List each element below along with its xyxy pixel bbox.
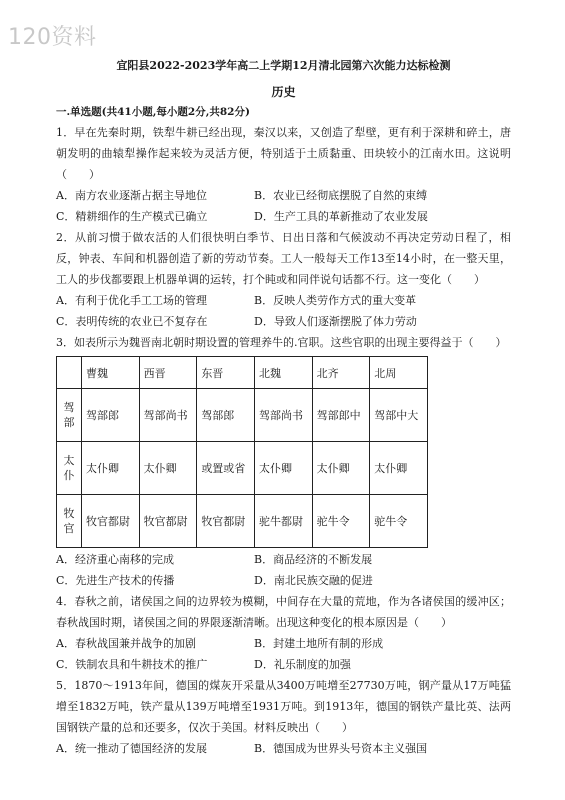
table-cell: 牧官都尉 <box>139 495 197 548</box>
table-cell: 驼牛都尉 <box>254 495 312 548</box>
question-3-options <box>56 549 511 591</box>
option-b[interactable]: B．德国成为世界头号资本主义强国 <box>254 742 428 755</box>
table-header-cell: 西晋 <box>139 357 197 389</box>
table-cell: 太仆卿 <box>370 442 428 495</box>
table-row <box>57 495 428 548</box>
question-5-options <box>56 738 511 759</box>
officials-table <box>56 356 428 548</box>
question-4-options <box>56 633 511 675</box>
subject-title: 历史 <box>271 85 296 99</box>
option-a[interactable]: A．有利于优化手工工场的管理 <box>56 294 207 307</box>
watermark: 120资料 <box>8 25 97 50</box>
table-cell: 驾部郎 <box>82 389 140 442</box>
table-cell: 或置或省 <box>197 442 255 495</box>
table-header-row <box>57 357 428 389</box>
document-page <box>56 50 511 759</box>
question-2-options <box>56 290 511 332</box>
option-c[interactable]: C．先进生产技术的传播 <box>56 574 175 587</box>
question-1-options <box>56 185 511 227</box>
table-row <box>57 389 428 442</box>
table-cell: 驾部郎中 <box>312 389 370 442</box>
table-cell: 驾部尚书 <box>254 389 312 442</box>
table-header-cell: 曹魏 <box>82 357 140 389</box>
option-a[interactable]: A．春秋战国兼并战争的加剧 <box>56 637 196 650</box>
question-1: 1．早在先秦时期，铁犁牛耕已经出现，秦汉以来，又创造了犁壁，更有利于深耕和碎土，唐朝发明的曲辕犁操作起来较为灵活方便，特别适于土质黏重、田块较小的江南水田。这说明（ ） <box>56 126 511 181</box>
option-d[interactable]: D．南北民族交融的促进 <box>254 574 373 587</box>
question-4: 4．春秋之前，诸侯国之间的边界较为模糊，中间存在大量的荒地，作为各诸侯国的缓冲区；春秋战国时期，诸侯国之间的界限逐渐清晰。出现这种变化的根本原因是（ ） <box>56 595 511 629</box>
table-header-cell <box>57 357 82 389</box>
question-3: 3．如表所示为魏晋南北朝时期设置的管理养牛的.官职。这些官职的出现主要得益于（ ） <box>56 336 507 349</box>
option-d[interactable]: D．导致人们逐渐摆脱了体力劳动 <box>254 315 417 328</box>
table-cell: 太仆卿 <box>312 442 370 495</box>
question-5: 5．1870～1913年间，德国的煤灰开采量从3400万吨增至27730万吨，钢产量从17万吨猛增至1832万吨，铁产量从139万吨增至1931万吨。到1913年，德国的钢铁产量比英、法两国钢铁产量的总和还要多，仅次于美国。材料反映出（ ） <box>56 679 511 734</box>
option-a[interactable]: A．统一推动了德国经济的发展 <box>56 742 207 755</box>
table-header-cell: 东晋 <box>197 357 255 389</box>
table-header-cell: 北齐 <box>312 357 370 389</box>
option-d[interactable]: D．生产工具的革新推动了农业发展 <box>254 210 428 223</box>
table-row-header: 太仆 <box>57 442 82 495</box>
option-b[interactable]: B．商品经济的不断发展 <box>254 553 373 566</box>
table-cell: 太仆卿 <box>254 442 312 495</box>
table-header-cell: 北周 <box>370 357 428 389</box>
option-a[interactable]: A．南方农业逐渐占据主导地位 <box>56 189 207 202</box>
option-c[interactable]: C．表明传统的农业已不复存在 <box>56 315 208 328</box>
table-row <box>57 442 428 495</box>
option-b[interactable]: B．农业已经彻底摆脱了自然的束缚 <box>254 189 428 202</box>
section-heading: 一.单选题(共41小题,每小题2分,共82分) <box>56 106 250 118</box>
table-row-header: 驾部 <box>57 389 82 442</box>
table-cell: 驾部中大 <box>370 389 428 442</box>
table-cell: 太仆卿 <box>82 442 140 495</box>
option-c[interactable]: C．精耕细作的生产模式已确立 <box>56 210 208 223</box>
table-cell: 驼牛令 <box>312 495 370 548</box>
table-cell: 太仆卿 <box>139 442 197 495</box>
document-title: 宜阳县2022-2023学年高二上学期12月清北园第六次能力达标检测 <box>116 59 451 72</box>
table-cell: 驾部郎 <box>197 389 255 442</box>
table-cell: 驾部尚书 <box>139 389 197 442</box>
option-d[interactable]: D．礼乐制度的加强 <box>254 658 351 671</box>
table-cell: 驼牛令 <box>370 495 428 548</box>
option-a[interactable]: A．经济重心南移的完成 <box>56 553 174 566</box>
table-header-cell: 北魏 <box>254 357 312 389</box>
question-2: 2．从前习惯于做农活的人们很快明白季节、日出日落和气候波动不再决定劳动日程了，相反，钟表、车间和机器创造了新的劳动节奏。工人一般每天工作13至14小时，在一整天里，工人的步伐都要跟上机器单调的运转，打个盹或和同伴说句话都不行。这一变化（ ） <box>56 231 511 286</box>
table-row-header: 牧官 <box>57 495 82 548</box>
option-c[interactable]: C．铁制农具和牛耕技术的推广 <box>56 658 208 671</box>
option-b[interactable]: B．反映人类劳作方式的重大变革 <box>254 294 417 307</box>
table-cell: 牧官都尉 <box>197 495 255 548</box>
option-b[interactable]: B．封建土地所有制的形成 <box>254 637 384 650</box>
table-cell: 牧官都尉 <box>82 495 140 548</box>
